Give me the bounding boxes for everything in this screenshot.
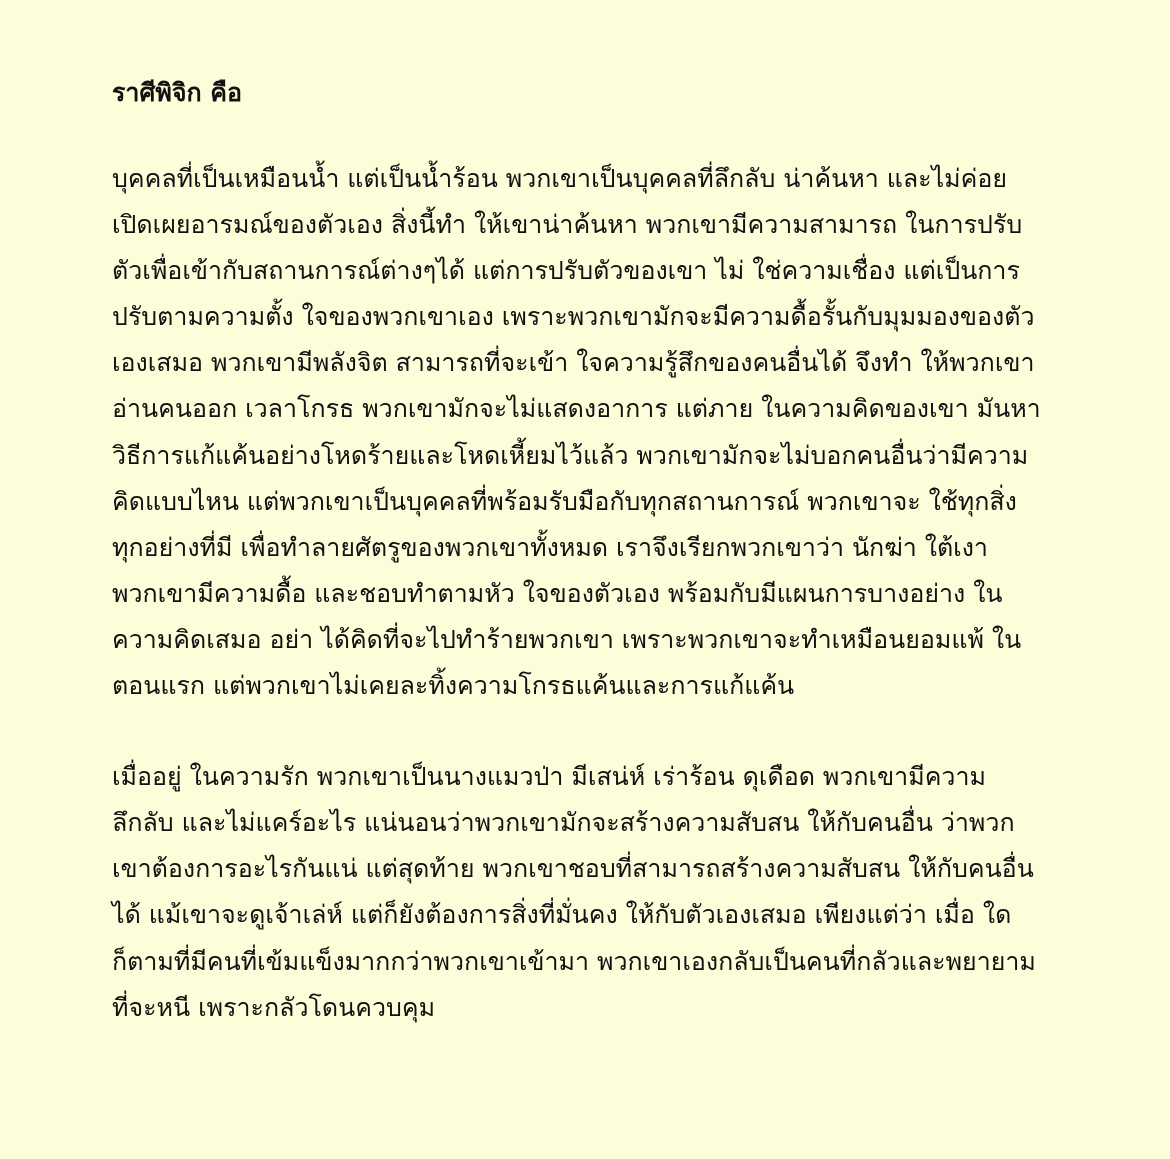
text-line: ที่จะหนี เพราะกลัวโดนควบคุม	[112, 992, 436, 1022]
text-line: เขาต้องการอะไรกันแน่ แต่สุดท้าย พวกเขาชอบที่สามารถสร้างความสับสน ให้กับคนอื่น	[112, 854, 1034, 884]
text-line: ตัวเพื่อเข้ากับสถานการณ์ต่างๆได้ แต่การปรับตัวของเขา ไม่ ใช่ความเชื่อง แต่เป็นการ	[112, 256, 1020, 286]
text-line: เมื่ออยู่ ในความรัก พวกเขาเป็นนางแมวป่า มีเสน่ห์ เร่าร้อน ดุเดือด พวกเขามีความ	[112, 762, 986, 792]
text-line: ปรับตามความตั้ง ใจของพวกเขาเอง เพราะพวกเขามักจะมีความดื้อรั้นกับมุมมองของตัว	[112, 302, 1035, 332]
text-line: บุคคลที่เป็นเหมือนน้ำ แต่เป็นน้ำร้อน พวกเขาเป็นบุคคลที่ลึกลับ น่าค้นหา และไม่ค่อย	[112, 164, 1008, 193]
text-line: อ่านคนออก เวลาโกรธ พวกเขามักจะไม่แสดงอาการ แต่ภาย ในความคิดของเขา มันหา	[112, 394, 1041, 424]
page-title: ราศีพิจิก คือ	[112, 78, 243, 107]
paragraph-love	[112, 754, 1062, 1031]
text-line: ได้ แม้เขาจะดูเจ้าเล่ห์ แต่ก็ยังต้องการสิ่งที่มั่นคง ให้กับตัวเองเสมอ เพียงแต่ว่า เมื่อ ใด	[112, 900, 1012, 930]
text-line: ลึกลับ และไม่แคร์อะไร แน่นอนว่าพวกเขามักจะสร้างความสับสน ให้กับคนอื่น ว่าพวก	[112, 808, 1015, 838]
text-line: คิดแบบไหน แต่พวกเขาเป็นบุคคลที่พร้อมรับมือกับทุกสถานการณ์ พวกเขาจะ ใช้ทุกสิ่ง	[112, 486, 1017, 516]
text-line: เองเสมอ พวกเขามีพลังจิต สามารถที่จะเข้า ใจความรู้สึกของคนอื่นได้ จึงทำ ให้พวกเขา	[112, 348, 1035, 378]
text-line: ความคิดเสมอ อย่า ได้คิดที่จะไปทำร้ายพวกเขา เพราะพวกเขาจะทำเหมือนยอมแพ้ ใน	[112, 624, 1022, 654]
text-line: ตอนแรก แต่พวกเขาไม่เคยละทิ้งความโกรธแค้นและการแก้แค้น	[112, 671, 795, 701]
document-body	[112, 70, 1062, 1076]
text-line: ทุกอย่างที่มี เพื่อทำลายศัตรูของพวกเขาทั้งหมด เราจึงเรียกพวกเขาว่า นักฆ่า ใต้เงา	[112, 532, 988, 562]
text-line: วิธีการแก้แค้นอย่างโหดร้ายและโหดเหี้ยมไว้แล้ว พวกเขามักจะไม่บอกคนอื่นว่ามีความ	[112, 440, 1029, 470]
paragraph-personality	[112, 156, 1062, 709]
text-line: เปิดเผยอารมณ์ของตัวเอง สิ่งนี้ทำ ให้เขาน่าค้นหา พวกเขามีความสามารถ ในการปรับ	[112, 210, 1023, 240]
text-line: ก็ตามที่มีคนที่เข้มแข็งมากกว่าพวกเขาเข้ามา พวกเขาเองกลับเป็นคนที่กลัวและพยายาม	[112, 946, 1036, 976]
text-line: พวกเขามีความดื้อ และชอบทำตามหัว ใจของตัวเอง พร้อมกับมีแผนการบางอย่าง ใน	[112, 578, 1003, 608]
